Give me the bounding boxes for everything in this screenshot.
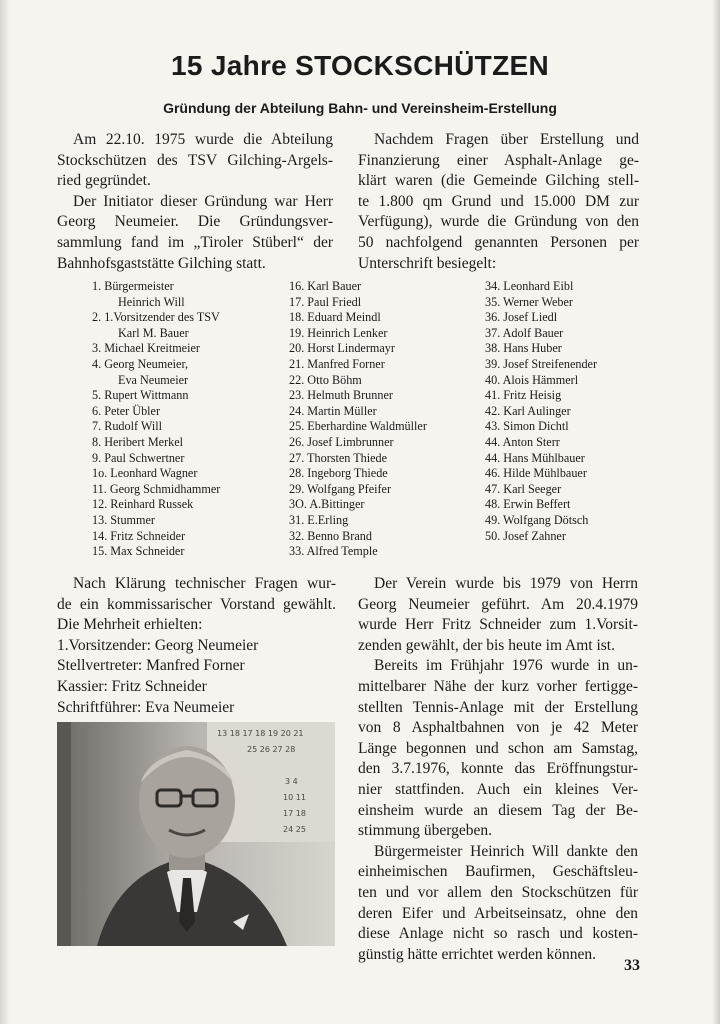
list-item: 7. Rudolf Will bbox=[92, 419, 163, 434]
text-line: te 1.800 qm Grund und 15.000 DM zur bbox=[358, 192, 639, 210]
list-item: Heinrich Will bbox=[118, 294, 185, 309]
list-item: 38. Hans Huber bbox=[485, 341, 562, 356]
svg-text:25 26 27 28: 25 26 27 28 bbox=[247, 745, 296, 754]
text-line: Der Initiator dieser Gründung war Herr bbox=[73, 192, 333, 210]
intro-right-paragraph bbox=[358, 130, 639, 274]
text-line: stimmung übergeben. bbox=[358, 822, 493, 840]
list-item: 50. Josef Zahner bbox=[485, 528, 566, 543]
member-list-column-2 bbox=[289, 279, 427, 560]
text-line: 50 nachfolgend genannten Personen per bbox=[358, 233, 639, 251]
text-line: Georg Neumeier. Die Gründungsver- bbox=[57, 213, 333, 231]
list-item: 24. Martin Müller bbox=[289, 403, 377, 418]
list-item: 18. Eduard Meindl bbox=[289, 310, 381, 325]
text-line: von 8 Asphaltbahnen von je 42 Meter bbox=[358, 719, 638, 737]
list-item: 44. Anton Sterr bbox=[485, 434, 560, 449]
text-line: Schriftführer: Eva Neumeier bbox=[57, 698, 235, 716]
list-item: 42. Karl Aulinger bbox=[485, 403, 571, 418]
list-item: 33. Alfred Temple bbox=[289, 544, 378, 559]
list-item: 29. Wolfgang Pfeifer bbox=[289, 481, 392, 496]
text-line: einheimischen Baufirmen, Geschäftsleu- bbox=[358, 863, 638, 881]
list-item: 27. Thorsten Thiede bbox=[289, 450, 388, 465]
list-item: 40. Alois Hämmerl bbox=[485, 372, 579, 387]
page-subtitle: Gründung der Abteilung Bahn- und Vereinsheim-Erstellung bbox=[163, 100, 557, 116]
svg-text:17 18: 17 18 bbox=[283, 809, 306, 818]
list-item: 47. Karl Seeger bbox=[485, 481, 562, 496]
text-line: Bahnhofsgaststätte Gilching statt. bbox=[57, 254, 266, 272]
text-line: Nachdem Fragen über Erstellung und bbox=[374, 131, 639, 148]
portrait-photo-icon bbox=[57, 722, 335, 946]
list-item: 3. Michael Kreitmeier bbox=[92, 341, 200, 356]
text-line: nier stattfinden. Auch ein kleines Ver- bbox=[358, 780, 638, 798]
text-line: stellten Tennis-Anlage mit der Erstellung bbox=[358, 698, 638, 716]
text-line: ried gegründet. bbox=[57, 172, 151, 190]
text-line: zenden gewählt, der bis heute im Amt ist. bbox=[358, 636, 615, 654]
text-line: 1.Vorsitzender: Georg Neumeier bbox=[57, 636, 259, 654]
list-item: 14. Fritz Schneider bbox=[92, 528, 186, 543]
list-item: 13. Stummer bbox=[92, 512, 155, 527]
text-line: Nach Klärung technischer Fragen wur- bbox=[73, 575, 336, 592]
list-item: 31. E.Erling bbox=[289, 512, 349, 527]
list-item: 46. Hilde Mühlbauer bbox=[485, 466, 587, 481]
text-line: mittelbarer Nähe der kurz vorher fertigge- bbox=[358, 677, 638, 695]
list-item: 19. Heinrich Lenker bbox=[289, 325, 388, 340]
text-line: Stellvertreter: Manfred Forner bbox=[57, 657, 245, 675]
list-item: 15. Max Schneider bbox=[92, 544, 185, 559]
text-line: Der Verein wurde bis 1979 von Herrn bbox=[374, 575, 638, 592]
list-item: 1o. Leonhard Wagner bbox=[92, 466, 198, 481]
svg-text:3 4: 3 4 bbox=[285, 777, 298, 786]
text-line: ten und vor allem den Stockschützen für bbox=[358, 883, 638, 901]
page-title: 15 Jahre STOCKSCHÜTZEN bbox=[171, 50, 549, 81]
page-number: 33 bbox=[624, 957, 640, 974]
portrait-photo bbox=[57, 722, 335, 946]
list-item: 49. Wolfgang Dötsch bbox=[485, 512, 589, 527]
text-line: Unterschrift besiegelt: bbox=[358, 254, 497, 272]
list-item: 5. Rupert Wittmann bbox=[92, 388, 189, 403]
text-line: Georg Neumeier geführt. Am 20.4.1979 bbox=[358, 595, 638, 613]
list-item: 8. Heribert Merkel bbox=[92, 434, 184, 449]
svg-text:24 25: 24 25 bbox=[283, 825, 306, 834]
text-line: Kassier: Fritz Schneider bbox=[57, 677, 207, 695]
history-paragraph bbox=[358, 574, 638, 965]
text-line: Verfügung), wurde die Gründung von den bbox=[358, 213, 639, 231]
text-line: Die Mehrheit erhielten: bbox=[57, 616, 203, 634]
list-item: 9. Paul Schwertner bbox=[92, 450, 185, 465]
text-line: Bereits im Frühjahr 1976 wurde in un- bbox=[374, 657, 638, 675]
list-item: 6. Peter Übler bbox=[92, 403, 161, 418]
list-item: 25. Eberhardine Waldmüller bbox=[289, 419, 427, 434]
list-item: 1. Bürgermeister bbox=[92, 279, 174, 293]
list-item: 21. Manfred Forner bbox=[289, 356, 385, 371]
text-line: klärt waren (die Gemeinde Gilching stell- bbox=[358, 172, 639, 190]
list-item: 17. Paul Friedl bbox=[289, 294, 362, 309]
page-edge-left bbox=[0, 0, 10, 1024]
text-line: de ein kommissarischer Vorstand gewählt. bbox=[57, 595, 336, 613]
text-line: sammlung fand im „Tiroler Stüberl“ der bbox=[57, 233, 333, 251]
text-line: günstig hätte errichtet werden können. bbox=[358, 945, 597, 963]
list-item: 26. Josef Limbrunner bbox=[289, 434, 394, 449]
list-item: Karl M. Bauer bbox=[118, 325, 189, 340]
list-item: 36. Josef Liedl bbox=[485, 310, 558, 325]
text-line: wurde Herr Fritz Schneider zum 1.Vorsit- bbox=[358, 616, 638, 634]
list-item: 48. Erwin Beffert bbox=[485, 497, 571, 512]
list-item: 12. Reinhard Russek bbox=[92, 497, 194, 512]
text-line: deren Eifer und Arbeitseinsatz, ohne den bbox=[358, 904, 638, 922]
list-item: 11. Georg Schmidhammer bbox=[92, 481, 221, 496]
svg-text:10 11: 10 11 bbox=[283, 793, 306, 802]
list-item: Eva Neumeier bbox=[118, 372, 189, 387]
list-item: 43. Simon Dichtl bbox=[485, 419, 569, 434]
list-item: 39. Josef Streifenender bbox=[485, 356, 598, 371]
text-line: Bürgermeister Heinrich Will dankte den bbox=[374, 842, 638, 860]
page-edge-right bbox=[712, 0, 720, 1024]
list-item: 2. 1.Vorsitzender des TSV bbox=[92, 310, 220, 325]
list-item: 16. Karl Bauer bbox=[289, 279, 362, 293]
list-item: 44. Hans Mühlbauer bbox=[485, 450, 585, 465]
list-item: 23. Helmuth Brunner bbox=[289, 388, 393, 403]
text-line: Finanzierung einer Asphalt-Anlage ge- bbox=[358, 151, 639, 169]
text-line: diese Anlage nicht so rasch und kosten- bbox=[358, 925, 638, 943]
list-item: 28. Ingeborg Thiede bbox=[289, 466, 388, 481]
text-line: einsheim wurde an diesem Tag der Be- bbox=[358, 801, 638, 819]
list-item: 3O. A.Bittinger bbox=[289, 497, 365, 512]
text-line: Stockschützen des TSV Gilching-Argels- bbox=[57, 151, 333, 169]
board-paragraph bbox=[57, 574, 336, 718]
intro-left-paragraph bbox=[57, 130, 333, 274]
list-item: 4. Georg Neumeier, bbox=[92, 356, 189, 371]
list-item: 20. Horst Lindermayr bbox=[289, 341, 395, 356]
text-line: Am 22.10. 1975 wurde die Abteilung bbox=[73, 131, 333, 148]
text-line: den 3.7.1976, konnte das Eröffnungstur- bbox=[358, 760, 638, 778]
list-item: 37. Adolf Bauer bbox=[485, 325, 564, 340]
text-line: Länge begonnen und schon am Samstag, bbox=[358, 739, 638, 757]
member-list-column-1 bbox=[92, 279, 220, 560]
list-item: 41. Fritz Heisig bbox=[485, 388, 562, 403]
svg-text:13 18 17 18 19 20 21: 13 18 17 18 19 20 21 bbox=[217, 729, 304, 738]
list-item: 35. Werner Weber bbox=[485, 294, 573, 309]
list-item: 32. Benno Brand bbox=[289, 528, 372, 543]
list-item: 22. Otto Böhm bbox=[289, 372, 362, 387]
list-item: 34. Leonhard Eibl bbox=[485, 279, 574, 293]
member-list-column-3 bbox=[485, 279, 597, 544]
